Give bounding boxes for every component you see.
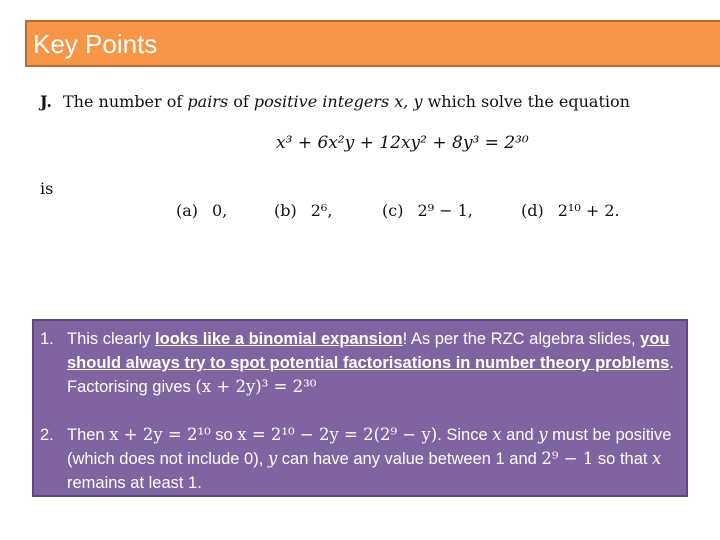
option-value: 2¹⁰ + 2. (557, 201, 620, 220)
option-value: 0, (212, 201, 228, 220)
step-number: 2. (40, 426, 54, 444)
step-text-part: can have any value between 1 and (277, 450, 542, 468)
question-text-e: which solve the equation (427, 92, 630, 111)
step-text-part: and (501, 426, 539, 444)
question-image (0, 0, 720, 260)
option-label: (c) (382, 201, 404, 220)
option-a (176, 201, 227, 220)
step-text (67, 327, 682, 399)
question-stem (40, 92, 630, 111)
step-number: 1. (40, 330, 54, 348)
option-b (274, 201, 332, 220)
step-math: 2⁹ − 1 (541, 449, 594, 468)
step-math: x = 2¹⁰ − 2y = 2(2⁹ − y) (237, 425, 438, 444)
step-text-part: Then (67, 426, 110, 444)
option-c (382, 201, 473, 220)
question-is: is (40, 179, 54, 198)
option-label: (a) (176, 201, 199, 220)
step-text-part: . Since (437, 426, 493, 444)
question-text-c: of (233, 92, 249, 111)
step-math: y (267, 449, 278, 468)
option-label: (d) (521, 201, 544, 220)
step-math: (x + 2y)³ = 2³⁰ (195, 377, 317, 396)
step-math: x + 2y = 2¹⁰ (109, 425, 211, 444)
step-text-part: must be positive (which does not include 0), (67, 426, 672, 468)
question-label: J. (40, 92, 52, 111)
step-text-part: . (669, 354, 674, 372)
step-emphasis: looks like a binomial expansion (155, 330, 403, 348)
question-text-d: positive integers x, y (253, 92, 423, 111)
step-text-part: ! As per the RZC algebra slides, (402, 330, 641, 348)
option-value: 2⁹ − 1, (417, 201, 473, 220)
option-d (521, 201, 620, 220)
step-math: y (538, 425, 548, 444)
option-label: (b) (274, 201, 297, 220)
step-emphasis: you should always try to spot potential factorisations in number theory problems (67, 330, 670, 372)
step-math: x (492, 425, 502, 444)
question-equation: x³ + 6x²y + 12xy² + 8y³ = 2³⁰ (276, 133, 529, 153)
step-text-part: so that (593, 450, 653, 468)
step-text-part: remains at least 1. (67, 474, 202, 492)
slide-title: Key Points (33, 29, 158, 59)
option-value: 2⁶, (310, 201, 333, 220)
step-text (67, 423, 682, 495)
solution-box (32, 319, 688, 497)
question-text-a: The number of (63, 92, 183, 111)
step-text-part: so (210, 426, 238, 444)
step-text-part: Factorising gives (67, 378, 196, 396)
step-math: x (652, 449, 662, 468)
step-text-part: This clearly (67, 330, 156, 348)
question-text-b: pairs (187, 92, 229, 111)
